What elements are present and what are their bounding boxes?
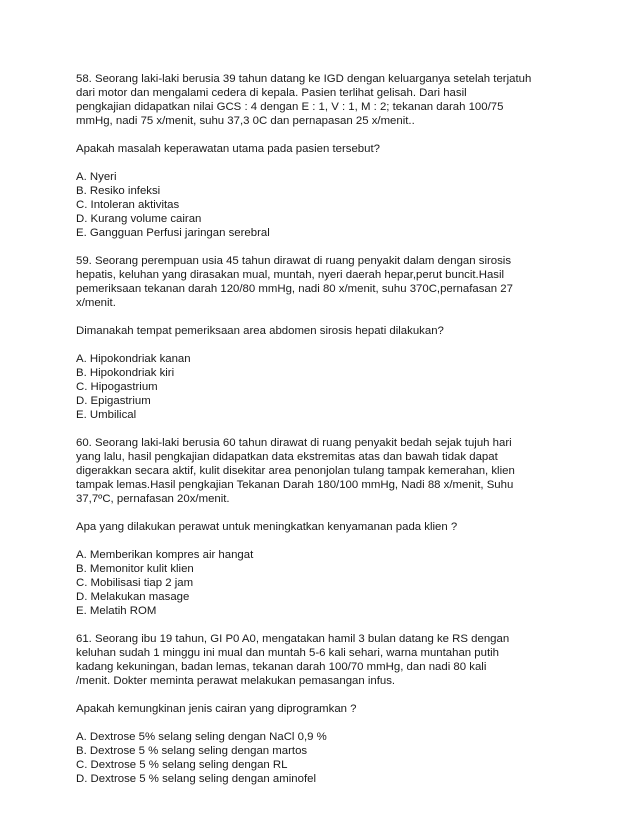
question-text-line: hepatis, keluhan yang dirasakan mual, muntah, nyeri daerah hepar,perut buncit.Hasil bbox=[76, 269, 505, 281]
answer-option: B. Resiko infeksi bbox=[76, 185, 161, 197]
question-text-line: x/menit. bbox=[76, 297, 116, 309]
question-text-line: 60. Seorang laki-laki berusia 60 tahun dirawat di ruang penyakit bedah sejak tujuh hari bbox=[76, 437, 512, 449]
question-59 bbox=[76, 254, 576, 422]
answer-option: A. Dextrose 5% selang seling dengan NaCl 0,9 % bbox=[76, 731, 327, 743]
answer-option: D. Kurang volume cairan bbox=[76, 213, 202, 225]
question-text-line: kadang kekuningan, badan lemas, tekanan darah 100/70 mmHg, dan nadi 80 kali bbox=[76, 661, 487, 673]
answer-option: D. Dextrose 5 % selang seling dengan aminofel bbox=[76, 773, 316, 785]
question-prompt: Dimanakah tempat pemeriksaan area abdomen sirosis hepati dilakukan? bbox=[76, 325, 444, 337]
question-text-line: 58. Seorang laki-laki berusia 39 tahun datang ke IGD dengan keluarganya setelah terjatuh bbox=[76, 73, 532, 85]
question-text-line: /menit. Dokter meminta perawat melakukan pemasangan infus. bbox=[76, 675, 396, 687]
question-text-line: pemeriksaan tekanan darah 120/80 mmHg, nadi 80 x/menit, suhu 370C,pernafasan 27 bbox=[76, 283, 513, 295]
answer-option: C. Mobilisasi tiap 2 jam bbox=[76, 577, 194, 589]
answer-option: C. Dextrose 5 % selang seling dengan RL bbox=[76, 759, 288, 771]
answer-option: A. Memberikan kompres air hangat bbox=[76, 549, 254, 561]
question-text-line: mmHg, nadi 75 x/menit, suhu 37,3 0C dan pernapasan 25 x/menit.. bbox=[76, 115, 415, 127]
answer-option: A. Nyeri bbox=[76, 171, 117, 183]
answer-option: E. Umbilical bbox=[76, 409, 137, 421]
answer-option: E. Gangguan Perfusi jaringan serebral bbox=[76, 227, 270, 239]
question-text-line: 61. Seorang ibu 19 tahun, GI P0 A0, mengatakan hamil 3 bulan datang ke RS dengan bbox=[76, 633, 510, 645]
answer-option: B. Dextrose 5 % selang seling dengan martos bbox=[76, 745, 308, 757]
answer-option: E. Melatih ROM bbox=[76, 605, 157, 617]
answer-option: B. Memonitor kulit klien bbox=[76, 563, 194, 575]
question-text-line: digerakkan secara aktif, kulit disekitar area penonjolan tulang tampak kemerahan, klien bbox=[76, 465, 515, 477]
document-content bbox=[76, 72, 576, 786]
question-text-line: pengkajian didapatkan nilai GCS : 4 dengan E : 1, V : 1, M : 2; tekanan darah 100/75 bbox=[76, 101, 504, 113]
answer-option: C. Hipogastrium bbox=[76, 381, 158, 393]
question-58 bbox=[76, 72, 576, 240]
answer-option: D. Epigastrium bbox=[76, 395, 151, 407]
question-text-line: keluhan sudah 1 minggu ini mual dan muntah 5-6 kali sehari, warna muntahan putih bbox=[76, 647, 499, 659]
answer-option: D. Melakukan masage bbox=[76, 591, 190, 603]
question-text-line: yang lalu, hasil pengkajian didapatkan data ekstremitas atas dan bawah tidak dapat bbox=[76, 451, 498, 463]
answer-option: A. Hipokondriak kanan bbox=[76, 353, 191, 365]
question-text-line: tampak lemas.Hasil pengkajian Tekanan Darah 180/100 mmHg, Nadi 88 x/menit, Suhu bbox=[76, 479, 514, 491]
question-text-line: 37,7ºC, pernafasan 20x/menit. bbox=[76, 493, 230, 505]
question-text-line: 59. Seorang perempuan usia 45 tahun dirawat di ruang penyakit dalam dengan sirosis bbox=[76, 255, 512, 267]
question-prompt: Apakah masalah keperawatan utama pada pasien tersebut? bbox=[76, 143, 380, 155]
question-60 bbox=[76, 436, 576, 618]
question-text-line: dari motor dan mengalami cedera di kepala. Pasien terlihat gelisah. Dari hasil bbox=[76, 87, 467, 99]
question-prompt: Apa yang dilakukan perawat untuk meningkatkan kenyamanan pada klien ? bbox=[76, 521, 458, 533]
answer-option: C. Intoleran aktivitas bbox=[76, 199, 180, 211]
question-prompt: Apakah kemungkinan jenis cairan yang diprogramkan ? bbox=[76, 703, 357, 715]
answer-option: B. Hipokondriak kiri bbox=[76, 367, 175, 379]
question-61 bbox=[76, 632, 576, 786]
